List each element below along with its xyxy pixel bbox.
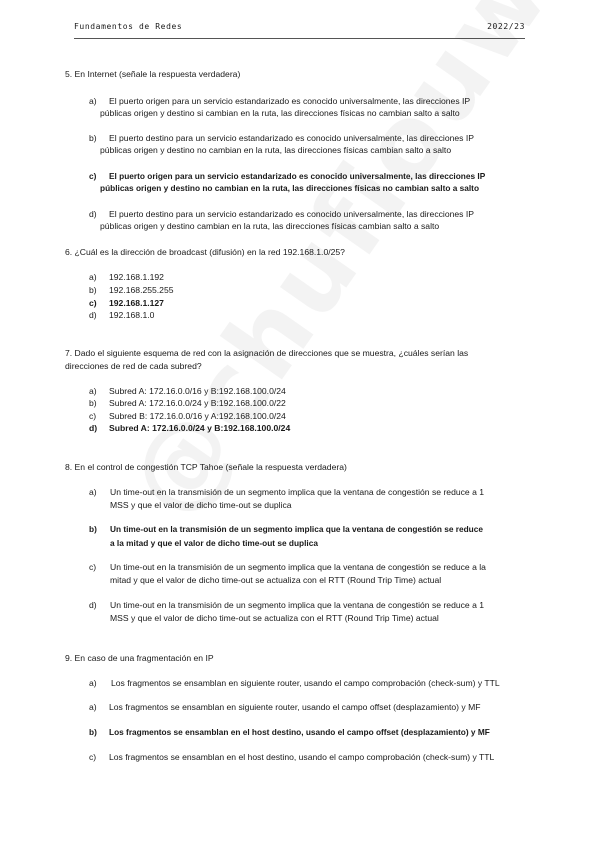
option-line: Un time-out en la transmisión de un segmento implica que la ventana de congestión se reduce (110, 524, 483, 534)
option-line: MSS y que el valor de dicho time-out se duplica (110, 500, 292, 510)
option-letter: a) (89, 96, 97, 106)
option-line: 192.168.1.0 (109, 310, 155, 320)
option-line: Subred B: 172.16.0.0/16 y A:192.168.100.0/24 (109, 411, 286, 421)
option-letter: d) (89, 310, 97, 320)
question-5: 5. En Internet (señale la respuesta verdadera) (65, 69, 241, 79)
option-line: El puerto origen para un servicio estandarizado es conocido universalmente, las direcciones IP (109, 96, 471, 106)
option-line: Los fragmentos se ensamblan en el host destino, usando el campo offset (desplazamiento) y MF (109, 727, 490, 737)
question-7 (65, 347, 525, 373)
option-line: Subred A: 172.16.0.0/24 y B:192.168.100.0/22 (109, 398, 286, 408)
option-letter: c) (89, 171, 97, 181)
option-letter: d) (89, 209, 97, 219)
option-line: públicas origen y destino no cambian en la ruta, las direcciones físicas cambian salto a salto (100, 144, 452, 155)
option-line: Un time-out en la transmisión de un segmento implica que la ventana de congestión se reduce a la (110, 562, 486, 572)
option-line: El puerto destino para un servicio estandarizado es conocido universalmente, las direcciones IP (109, 209, 474, 219)
question-9: 9. En caso de una fragmentación en IP (65, 653, 214, 663)
option-letter: d) (89, 423, 98, 433)
question-line: direcciones de red de cada subred? (65, 361, 202, 371)
option-letter: c) (89, 562, 97, 572)
academic-year: 2022/23 (487, 22, 525, 31)
option-line: Los fragmentos se ensamblan en siguiente router, usando el campo comprobación (check-sum) y TTL (111, 678, 500, 688)
question-8: 8. En el control de congestión TCP Tahoe (señale la respuesta verdadera) (65, 462, 347, 472)
option-letter: a) (89, 272, 97, 282)
option-letter: b) (89, 524, 97, 534)
option-letter: a) (89, 386, 97, 396)
option-letter: c) (89, 298, 97, 308)
option-line: a la mitad y que el valor de dicho time-out se duplica (110, 538, 318, 548)
option-letter: a) (89, 487, 97, 497)
option-letter: b) (89, 398, 97, 408)
option-line: 192.168.1.192 (109, 272, 164, 282)
option-letter: b) (89, 133, 97, 143)
option-line: 192.168.1.127 (109, 298, 164, 308)
option-line: Subred A: 172.16.0.0/24 y B:192.168.100.0/24 (109, 423, 291, 433)
course-name: Fundamentos de Redes (74, 22, 183, 31)
option-letter: d) (89, 600, 97, 610)
question-line: 7. Dado el siguiente esquema de red con la asignación de direcciones que se muestra, ¿cuáles serían las (65, 348, 469, 358)
option-letter: c) (89, 411, 97, 421)
option-line: Los fragmentos se ensamblan en siguiente router, usando el campo offset (desplazamiento) y MF (109, 702, 481, 712)
option-line: 192.168.255.255 (109, 285, 174, 295)
option-line: Un time-out en la transmisión de un segmento implica que la ventana de congestión se reduce a 1 (110, 487, 485, 497)
option-line: El puerto destino para un servicio estandarizado es conocido universalmente, las direcciones IP (109, 133, 474, 143)
option-line: públicas origen y destino no cambian en la ruta, las direcciones físicas no cambian salto a salto (100, 182, 480, 193)
option-letter: c) (89, 752, 97, 762)
option-letter: a) (89, 678, 97, 688)
option-line: Un time-out en la transmisión de un segmento implica que la ventana de congestión se reduce a 1 (110, 600, 485, 610)
option-line: Subred A: 172.16.0.0/16 y B:192.168.100.0/24 (109, 386, 286, 396)
option-letter: b) (89, 727, 97, 737)
option-line: El puerto origen para un servicio estandarizado es conocido universalmente, las direcciones IP (109, 171, 486, 181)
option-line: mitad y que el valor de dicho time-out se actualiza con el RTT (Round Trip Time) actual (110, 575, 442, 585)
option-line: públicas origen y destino cambian en la ruta, las direcciones físicas cambian salto a salto (100, 220, 440, 231)
option-line: públicas origen y destino si cambian en la ruta, las direcciones físicas no cambian salto a salto (100, 107, 460, 118)
option-line: MSS y que el valor de dicho time-out se actualiza con el RTT (Round Trip Time) actual (110, 613, 439, 623)
option-letter: b) (89, 285, 97, 295)
option-letter: a) (89, 702, 97, 712)
option-line: Los fragmentos se ensamblan en el host destino, usando el campo comprobación (check-sum) y TTL (109, 752, 495, 762)
question-6: 6. ¿Cuál es la dirección de broadcast (difusión) en la red 192.168.1.0/25? (65, 247, 345, 257)
